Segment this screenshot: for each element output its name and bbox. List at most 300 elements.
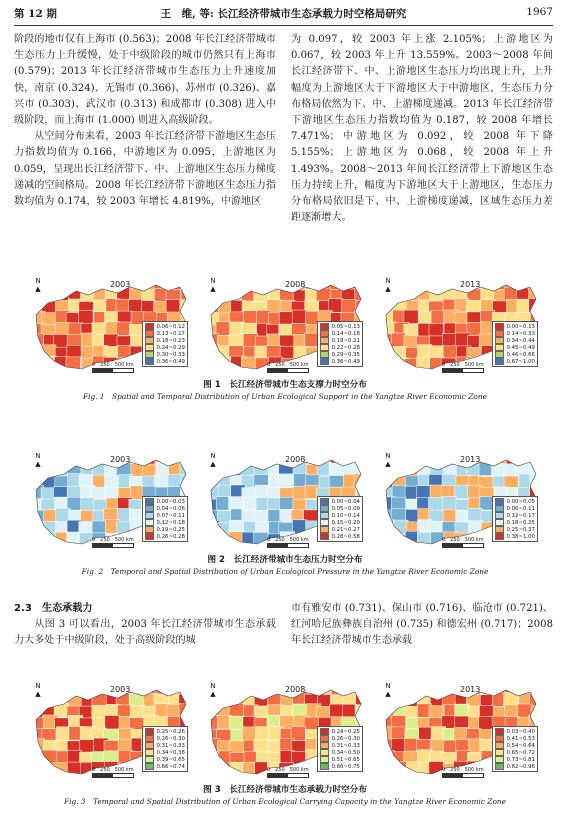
map-region [217,289,232,303]
map-region [181,683,190,697]
map-region [205,763,219,777]
map-region [143,682,158,694]
legend-label: 0.06~0.12 [156,323,185,330]
figure-maps [30,452,540,552]
map-region [42,532,57,546]
map-region [393,762,408,776]
caption-english: Fig. 1 Spatial and Temporal Distribution of Urban Ecological Support in the Yangtze River Economic Zone [83,392,487,401]
legend-swatch [320,533,329,540]
map-region [229,716,244,730]
scale-bar-label: 0 250 500 km [267,537,309,543]
figure-1 [30,277,540,403]
caption-chinese: 图 3 长江经济带城市生态承载力时空分布 [203,785,367,795]
map-region [205,510,218,523]
top-left-column [14,32,276,210]
map-panel [380,277,540,377]
map-region [229,277,244,291]
map-region [504,693,519,707]
paragraph: 从图 3 可以看出，2003 年长江经济带城市生态承载力大多处于中级阶段，处于高级阶段的城 [14,619,276,647]
map-region [231,684,246,698]
map-scale-bar [267,766,309,778]
map-scale-bar [442,766,484,778]
map-region [54,464,69,478]
legend-label: 0.13~0.17 [156,330,185,337]
legend-swatch [495,498,504,505]
map-region [530,475,540,489]
legend-item [145,735,185,742]
map-year-label: 2003 [110,280,131,289]
map-scale-bar [267,361,309,373]
map-region [54,683,69,697]
legend-swatch [495,526,504,533]
legend-label: 0.04~0.06 [156,505,185,512]
legend-swatch [145,512,154,519]
map-legend [317,726,363,772]
legend-item [145,330,185,337]
map-panel [205,277,365,377]
legend-item [145,533,185,540]
map-region [30,522,43,536]
legend-item [145,749,185,756]
map-legend [492,496,538,542]
map-panel [30,682,190,782]
legend-label: 0.30~0.33 [156,351,185,358]
legend-swatch [145,756,154,763]
legend-label: 0.26~0.30 [331,735,360,742]
legend-item [495,533,535,540]
map-region [257,683,272,697]
figure-maps [30,682,540,782]
legend-label: 0.07~0.11 [156,512,185,519]
map-region [68,452,83,465]
legend-label: 0.15~0.20 [331,519,360,526]
map-region [244,682,259,695]
scale-bar-label: 0 250 500 km [442,767,484,773]
map-region [254,740,269,754]
legend-swatch [495,728,504,735]
map-region [55,277,70,291]
legend-swatch [145,533,154,540]
map-region [217,692,232,706]
north-arrow-icon: N ▲ [35,682,41,698]
legend-swatch [320,756,329,763]
map-region [229,704,244,718]
section-left-column [14,601,276,650]
section-right-column [291,601,553,650]
legend-item [320,337,360,344]
map-region [230,762,245,776]
legend-label: 0.65~0.72 [506,749,535,756]
legend-label: 0.67~1.00 [506,358,535,365]
map-region [229,532,244,546]
map-region [217,465,232,479]
map-region [244,311,259,325]
map-region [81,498,96,512]
figure-caption [30,379,540,403]
legend-item [145,763,185,770]
map-region [166,300,181,314]
legend-label: 0.26~0.28 [156,533,185,540]
legend-swatch [320,749,329,756]
map-region [444,452,459,464]
legend-item [320,735,360,742]
map-region [243,452,258,465]
legend-item [320,344,360,351]
north-arrow-icon: N ▲ [35,452,41,468]
legend-swatch [145,498,154,505]
legend-swatch [145,749,154,756]
map-region [429,324,444,338]
map-region [443,346,458,360]
map-region [530,452,540,465]
legend-swatch [495,505,504,512]
legend-item [320,728,360,735]
map-region [55,288,69,302]
legend-label: 0.19~0.21 [331,337,360,344]
legend-item [320,533,360,540]
legend-label: 0.66~0.75 [331,763,360,770]
legend-item [495,344,535,351]
legend-label: 0.36~0.49 [331,358,360,365]
scale-bar-label: 0 250 500 km [267,362,309,368]
map-panel [30,277,190,377]
map-region [105,716,120,730]
legend-item [495,512,535,519]
legend-item [320,498,360,505]
paragraph: 为 0.097，较 2003 年上涨 2.105%；上游地区为 0.067，较 2003 年上升 13.559%。2003～2008 年间长江经济带下、中、上游地区生态压力均出现上升，上升幅度为上游地区大于下游地区大于中游地区，生态压力分布格局依然为下、中、上游梯度递减。2013 年长江经济带下游地区生态压力指数均值为 0.187，较 2008 年增长 7.471%；中游地区为 0.092，较 2008 年下降 5.155%；上游地区为 0.068，较 2008 年上升 1.493%。2008～2013 年间长江经济带上下游地区生态压力持续上升，幅度为下游地区大于上游地区，生态压力分布格局依旧是下、中、上游梯度递减，区域生态压力差距逐渐增大。 [291,34,553,224]
map-region [429,682,444,696]
map-region [406,277,421,291]
legend-swatch [495,763,504,770]
map-scale-bar [442,361,484,373]
legend-label: 0.66~0.74 [156,763,185,770]
scale-bar-label: 0 250 500 km [92,362,134,368]
map-region [206,358,221,372]
map-region [416,486,431,500]
map-legend [317,321,363,367]
paragraph: 市有雅安市 (0.731)、保山市 (0.716)、临沧市 (0.721)、红河哈尼族彝族自治州 (0.735) 和德宏州 (0.717)；2008 年长江经济带城市生态承载 [291,603,553,647]
map-region [79,310,94,324]
legend-item [145,756,185,763]
legend-item [495,358,535,365]
legend-item [320,742,360,749]
map-region [241,277,256,290]
map-region [241,463,256,477]
legend-swatch [145,323,154,330]
legend-item [320,756,360,763]
legend-swatch [320,337,329,344]
legend-label: 0.05~0.13 [331,323,360,330]
legend-swatch [495,323,504,330]
section-heading [14,601,276,617]
map-region [380,357,393,371]
map-legend [142,321,188,367]
map-region [391,739,406,753]
legend-swatch [320,519,329,526]
legend-item [495,351,535,358]
map-region [205,345,219,359]
legend-swatch [495,756,504,763]
map-region [205,299,219,313]
legend-swatch [320,505,329,512]
legend-label: 0.10~0.14 [331,512,360,519]
map-region [468,508,483,522]
map-region [105,476,120,490]
legend-item [145,323,185,330]
caption-english: Fig. 3 Temporal and Spatial Distribution of Urban Ecological Carrying Capacity in the Yangtze River Economic Zone [63,797,507,806]
map-region [429,452,444,465]
legend-item [145,526,185,533]
page-header [14,6,553,24]
figure-maps [30,277,540,377]
legend-swatch [320,344,329,351]
map-region [66,682,81,695]
map-region [168,452,183,464]
map-scale-bar [92,361,134,373]
map-region [216,322,231,336]
map-panel [380,682,540,782]
map-region [417,452,432,465]
legend-item [495,735,535,742]
legend-label: 0.24~0.25 [331,728,360,735]
map-region [30,762,43,776]
map-region [356,682,365,694]
map-region [380,476,393,490]
running-title: 王 维, 等: 长江经济带城市生态承载力时空格局研究 [160,8,407,20]
legend-label: 0.34~0.50 [331,749,360,756]
map-year-label: 2008 [285,455,306,464]
map-region [306,452,321,466]
map-region [391,452,406,466]
map-region [80,740,95,754]
map-region [42,289,57,303]
scale-bar-graphic [92,543,134,548]
legend-item [145,505,185,512]
map-region [380,761,394,775]
map-scale-bar [92,536,134,548]
map-region [280,288,295,302]
legend-item [145,344,185,351]
legend-label: 0.28~0.58 [331,533,360,540]
legend-swatch [320,728,329,735]
caption-english: Fig. 2 Temporal and Spatial Distribution of Urban Ecological Pressure in the Yangtze River Economic Zone [81,567,489,576]
legend-item [145,512,185,519]
legend-label: 0.03~0.40 [506,728,535,735]
legend-item [145,358,185,365]
legend-swatch [145,351,154,358]
legend-item [320,330,360,337]
map-region [42,278,57,292]
legend-swatch [495,358,504,365]
map-region [292,310,307,324]
map-region [293,520,308,534]
map-region [267,277,282,290]
legend-item [320,763,360,770]
map-year-label: 2003 [110,455,131,464]
map-region [419,277,434,290]
map-region [255,278,270,292]
legend-swatch [145,742,154,749]
legend-swatch [495,351,504,358]
map-region [342,299,357,313]
legend-label: 0.25~0.26 [156,728,185,735]
legend-label: 0.45~0.49 [506,344,535,351]
section-number: 2.3 [14,603,32,614]
scale-bar-label: 0 250 500 km [92,537,134,543]
legend-item [495,498,535,505]
map-region [381,533,396,547]
map-panel [380,452,540,552]
map-region [242,727,256,741]
north-arrow-icon: N ▲ [385,277,391,293]
legend-swatch [145,519,154,526]
legend-label: 0.00~0.05 [506,498,535,505]
page-number: 1967 [526,6,553,18]
scale-bar-graphic [442,368,484,373]
scale-bar-label: 0 250 500 km [92,767,134,773]
map-region [205,532,220,546]
map-region [355,452,366,464]
legend-label: 0.00~0.04 [331,498,360,505]
section-title: 生态承载力 [41,603,93,614]
legend-item [145,351,185,358]
legend-swatch [145,344,154,351]
map-region [342,277,357,291]
scale-bar-graphic [267,543,309,548]
map-panel [205,682,365,782]
scale-bar-label: 0 250 500 km [267,767,309,773]
legend-swatch [495,344,504,351]
map-region [254,452,269,465]
map-region [392,277,407,290]
legend-item [320,358,360,365]
legend-swatch [145,526,154,533]
legend-label: 0.39~0.65 [156,756,185,763]
map-region [79,452,94,466]
map-region [219,277,234,291]
north-arrow-icon: N ▲ [385,452,391,468]
legend-swatch [320,330,329,337]
map-region [80,277,95,290]
map-region [304,717,319,731]
legend-label: 0.54~0.64 [506,742,535,749]
map-region [279,474,294,488]
legend-item [320,749,360,756]
legend-label: 0.31~0.33 [156,742,185,749]
map-region [279,312,294,326]
map-region [55,323,70,337]
legend-label: 0.06~0.11 [506,505,535,512]
map-region [81,682,96,694]
scale-bar-graphic [442,773,484,778]
map-legend [142,726,188,772]
map-region [30,534,44,548]
legend-swatch [320,763,329,770]
map-region [380,520,393,534]
legend-label: 0.34~0.44 [506,337,535,344]
map-region [331,682,346,695]
legend-item [495,526,535,533]
figure-caption [30,554,540,578]
legend-label: 0.21~0.27 [331,526,360,533]
legend-swatch [320,742,329,749]
map-region [30,752,44,766]
legend-swatch [320,323,329,330]
map-region [442,497,457,511]
map-region [429,706,444,720]
map-region [43,693,58,707]
caption-chinese: 图 2 长江经济带城市生态压力时空分布 [207,555,363,565]
legend-item [495,756,535,763]
map-region [156,462,171,476]
map-region [92,277,107,289]
scale-bar-graphic [92,773,134,778]
legend-label: 0.12~0.18 [156,519,185,526]
map-region [391,333,406,347]
legend-item [320,512,360,519]
map-region [480,682,495,694]
map-region [455,704,470,718]
legend-item [145,337,185,344]
legend-swatch [495,330,504,337]
north-arrow-icon: N ▲ [210,277,216,293]
legend-label: 0.18~0.25 [506,519,535,526]
legend-item [495,728,535,735]
map-region [380,751,394,765]
legend-item [320,519,360,526]
legend-item [495,749,535,756]
paragraph: 阶段的地市仅有上海市 (0.563)；2008 年长江经济带城市生态压力上升缓慢，处于中级阶段的城市仍然只有上海市 (0.579)；2013 年长江经济带城市生态压力上升速度加快，南京 (0.324)、无锡市 (0.366)、苏州市 (0.326)、嘉兴市 (0.303)、武汉市 (0.313) 和成都市 (0.308) 进入中级阶段，而上海市 (1.000) 则进入高级阶段。 [14,34,276,127]
scale-bar-graphic [442,543,484,548]
legend-swatch [495,337,504,344]
legend-swatch [495,742,504,749]
figure-caption [30,784,540,808]
caption-chinese: 图 1 长江经济带城市生态支撑力时空分布 [203,380,367,390]
map-region [244,498,259,512]
legend-swatch [320,735,329,742]
header-rule [14,25,553,26]
legend-item [495,742,535,749]
scale-bar-label: 0 250 500 km [442,537,484,543]
legend-item [320,526,360,533]
legend-swatch [320,358,329,365]
map-region [404,452,419,465]
map-region [356,301,365,315]
map-region [492,464,507,478]
legend-label: 0.73~0.81 [506,756,535,763]
map-region [443,462,458,476]
legend-label: 0.46~0.66 [506,351,535,358]
map-region [181,476,190,490]
map-region [356,278,365,292]
map-year-label: 2013 [460,280,481,289]
map-region [43,682,58,696]
map-region [256,727,271,741]
map-year-label: 2008 [285,280,306,289]
legend-swatch [495,512,504,519]
map-region [430,278,445,292]
legend-swatch [320,498,329,505]
legend-swatch [495,735,504,742]
map-scale-bar [267,536,309,548]
legend-swatch [145,358,154,365]
map-region [442,334,457,348]
legend-label: 0.18~0.23 [156,337,185,344]
legend-label: 0.14~0.33 [506,330,535,337]
map-region [454,728,469,742]
map-region [443,277,458,290]
legend-swatch [320,526,329,533]
